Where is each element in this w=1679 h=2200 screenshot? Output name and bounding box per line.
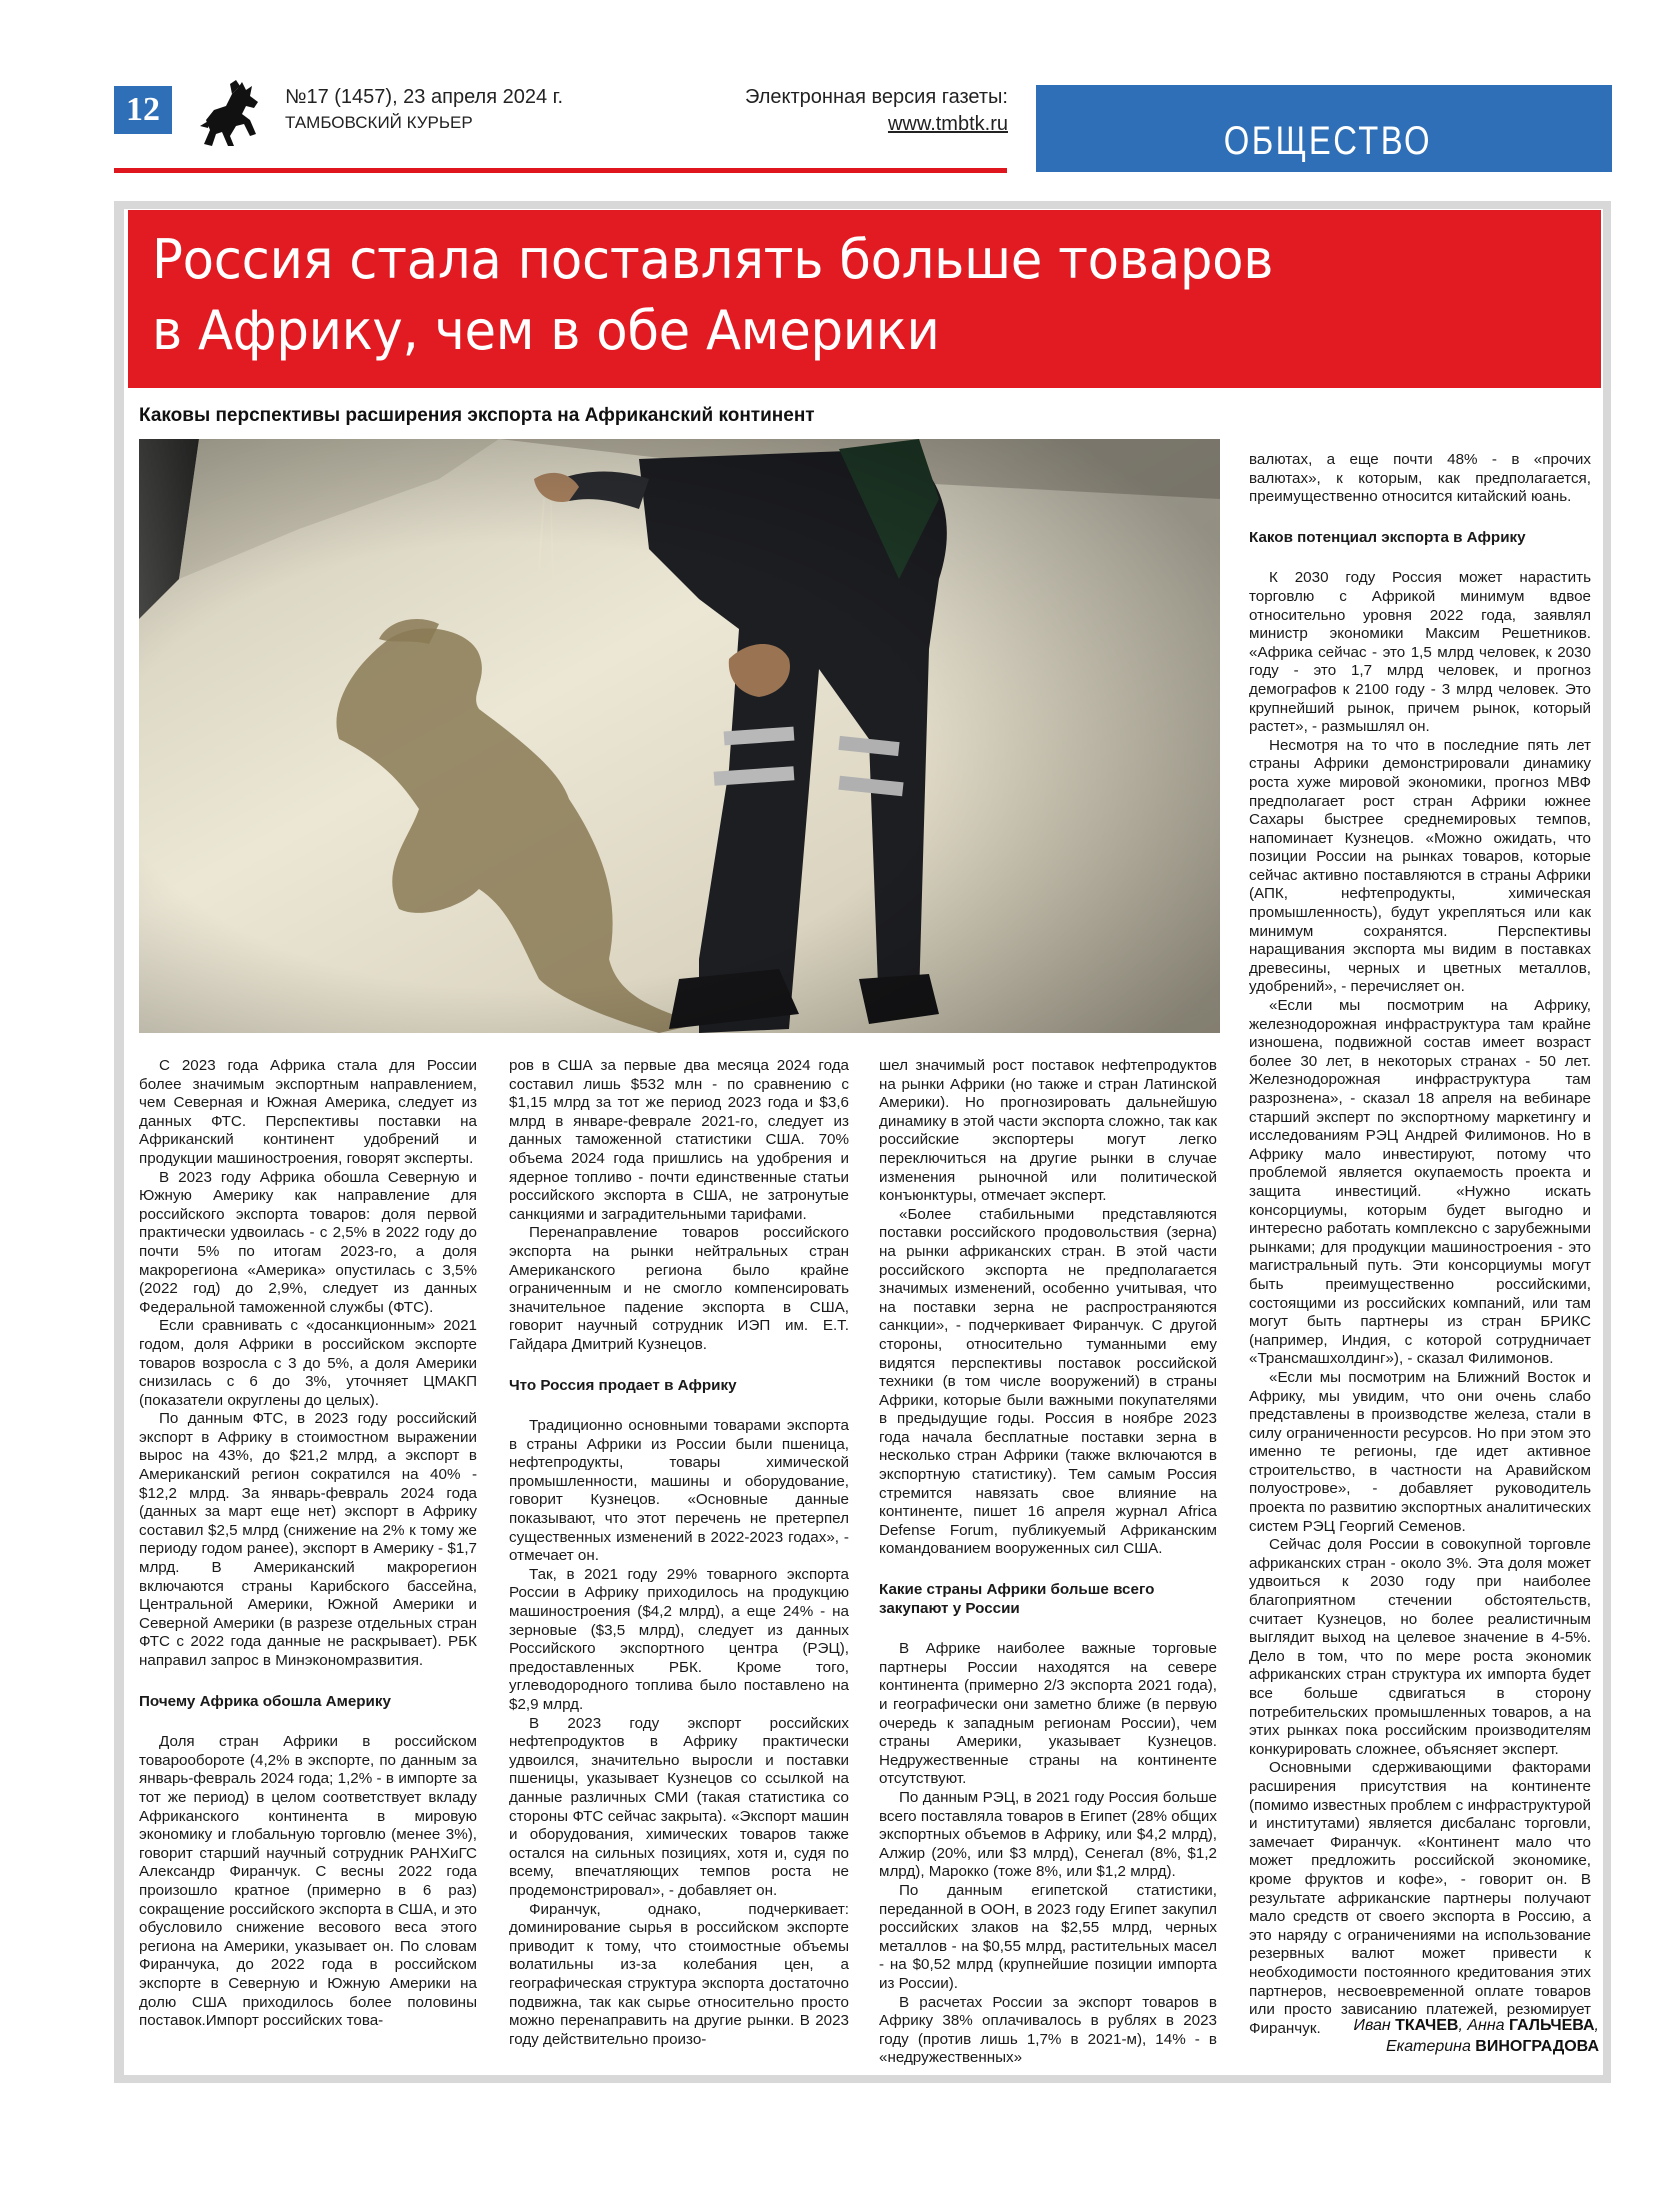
article-column-3 [879, 1057, 1217, 2068]
author-first-name: Екатерина [1386, 2038, 1476, 2055]
issue-number-date: №17 (1457), 23 апреля 2024 г. [285, 86, 564, 108]
rubric-banner [1036, 85, 1612, 172]
paragraph: В 2023 году экспорт российских нефтепродуктов в Африку практически удвоился, значительно выросли и поставки пшеницы, указывает Кузнецов со ссылкой на данные различных СМИ (такая статистика со стороны ФТС сейчас закрыта). «Экспорт машин и оборудования, химических товаров также остался на сильных позициях, хотя и, судя по всему, впечатляющих темпов роста не продемонстрировал», - добавляет он. [509, 1714, 849, 1899]
paragraph: По данным РЭЦ, в 2021 году Россия больше всего поставляла товаров в Египет (28% общих экспортных объемов в Африку, или $4,2 млрд), Алжир (20%, или $3 млрд), Сенегал (8%, $1,2 млрд), Марокко (тоже 8%, или $1,2 млрд). [879, 1788, 1217, 1881]
newspaper-name: ТАМБОВСКИЙ КУРЬЕР [285, 113, 473, 132]
paragraph: Несмотря на то что в последние пять лет страны Африки демонстрировали динамику роста хуже мировой экономики, прогноз МВФ предполагает рост стран Африки южнее Сахары быстрее среднемировых темпов, напоминает Кузнецов. «Можно ожидать, что позиции России на рынках товаров, которые сейчас активно поставляются в страны Африки (АПК, нефтепродукты, химическая промышленность), будут укрепляться или как минимум сохранятся. Перспективы наращивания экспорта мы видим в поставках древесины, черных и цветных металлов, удобрений», - перечисляет он. [1249, 736, 1591, 996]
author-last-name: ГАЛЬЧЕВА [1508, 2017, 1595, 2034]
article-column-2 [509, 1057, 849, 2049]
electronic-version [680, 84, 1008, 138]
page-number: 12 [114, 86, 172, 134]
paragraph: «Более стабильными представляются поставки российского продовольствия (зерна) на рынки африканских стран. В этой части российского экспорта не предполагается значимых изменений, особенно учитывая, что на поставки зерна не распространяются санкции», - подчеркивает Фиранчук. С другой стороны, относительно туманными ему видятся перспективы поставок российской техники (в том числе вооружений) в страны Африки, которые были важными покупателями в предыдущие годы. Россия в ноябре 2023 года начала бесплатные поставки зерна в несколько стран Африки (также включаются в экспортную статистику). Тем самым Россия стремится навязать свое влияние на континенте, пишет 16 апреля журнал Africa Defense Forum, публикуемый Африканским командованием вооруженных сил США. [879, 1205, 1217, 1558]
issue-info [285, 84, 563, 136]
paragraph: К 2030 году Россия может нарастить торговлю с Африкой минимум вдвое относительно уровня 2022 года, заявлял министр экономики Максим Решетников. «Африка сейчас - это 1,5 млрд человек, к 2030 году - это 1,7 млрд человек, и прогноз демографов к 2100 году - 3 млрд человек. Это крупнейший рынок, причем рынок, который растет», - размышлял он. [1249, 569, 1591, 736]
paragraph: Фиранчук, однако, подчеркивает: доминирование сырья в российском экспорте приводит к тому, что стоимостные объемы волатильны из-за колебания цен, а географическая структура экспорта достаточно подвижна, так как сырье относительно просто можно перенаправить на другие рынки. В 2023 году действительно произо- [509, 1900, 849, 2048]
paragraph: шел значимый рост поставок нефтепродуктов на рынки Африки (но также и стран Латинской Америки). Но прогнозировать дальнейшую динамику в этой части экспорта сложно, так как российские экспортеры могут легко переключиться на другие рынки в случае изменения рыночной или политической конъюнктуры, отмечает эксперт. [879, 1057, 1217, 1205]
paragraph: Доля стран Африки в российском товарообороте (4,2% в экспорте, по данным за январь-февраль 2024 года; 1,2% - в импорте за тот же период) в целом соответствует вкладу Африканского континента в мировую экономику и глобальную торговлю (менее 3%), говорит старший научный сотрудник РАНХиГС Александр Фиранчук. С весны 2022 года произошло кратное (примерно в 6 раз) сокращение российского экспорта в США, и это обусловило снижение весового веса этого региона на Америки, указывает он. По словам Фиранчука, до 2022 года в российском экспорте в Северную и Южную Америки на долю США приходилось более половины поставок.Импорт российских това- [139, 1733, 477, 2030]
authors-line-2 [1354, 2036, 1599, 2057]
paragraph: Традиционно основными товарами экспорта в страны Африки из России были пшеница, нефтепродукты, товары химической промышленности, машины и оборудование, говорит Кузнецов. «Основные данные показывают, что этот перечень не претерпел существенных изменений в 2022-2023 годах», - отмечает он. [509, 1417, 849, 1565]
paragraph: Основными сдерживающими факторами расширения присутствия на континенте (помимо известных проблем с инфраструктурой и институтами) является дисбаланс торговли, замечает Фиранчук. «Континент мало что может предложить российской экономике, кроме фруктов и кофе», - говорит он. В результате африканские партнеры получают мало средств от своего экспорта в Россию, а это наряду с ограничениями на использование резервных валют может привести к необходимости постоянного кредитования этих партнеров, несвоевременной оплате товаров или просто зависанию платежей, резюмирует Фиранчук. [1249, 1759, 1591, 2037]
paragraph: «Если мы посмотрим на Ближний Восток и Африку, мы увидим, что они очень слабо представлены в производстве железа, стали в силу ограниченности ресурсов. Но при этом это именно те регионы, где идет активное строительство, в частности на Аравийском полуострове», - добавляет руководитель проекта по развитию экспортных аналитических систем РЭЦ Георгий Семенов. [1249, 1368, 1591, 1535]
paragraph: Перенаправление товаров российского экспорта на рынки нейтральных стран Американского региона было крайне ограниченным и не смогло компенсировать значительное падение экспорта в США, говорит научный сотрудник ИЭП им. Е.Т. Гайдара Дмитрий Кузнецов. [509, 1224, 849, 1353]
subheadline: Каковы перспективы расширения экспорта на Африканский континент [139, 405, 815, 426]
paragraph: В расчетах России за экспорт товаров в Африку 38% оплачивалось в рублях в 2023 году (против лишь 1,7% в 2021-м), 14% - в «недружественных» [879, 1993, 1217, 2067]
paragraph: В 2023 году Африка обошла Северную и Южную Америку как направление для российского экспорта товаров: доля первой практически удвоилась - с 2,5% в 2022 году до почти 5% по итогам 2023-го, а доля макрорегиона «Америка» опустилась с 3,5% (2022 год) до 2,9%, следует из данных Федеральной таможенной службы (ФТС). [139, 1168, 477, 1316]
paragraph: В Африке наиболее важные торговые партнеры России находятся на севере континента (примерно 2/3 экспорта 2021 года), и географически они заметно ближе (в первую очередь к западным регионам России), чем страны Америки, указывает Кузнецов. Недружественные страны на континенте отсутствуют. [879, 1640, 1217, 1788]
website-link[interactable]: www.tmbtk.ru [887, 113, 1008, 135]
article-authors [1354, 2015, 1599, 2057]
headline-banner [128, 210, 1601, 388]
paragraph: Сейчас доля России в совокупной торговле африканских стран - около 3%. Эта доля может удвоиться к 2030 году при наиболее благоприятном стечении обстоятельств, считает Кузнецов, но более реалистичным выглядит выход на целевое значение в 4-5%. Дело в том, что по мере роста экономик африканских стран структура их импорта будет все больше сдвигаться в сторону потребительских промышленных товаров, а на этих рынках пока российским производителям конкурировать сложнее, объясняет эксперт. [1249, 1536, 1591, 1758]
section-heading: Какие страны Африки больше всего закупают у России [879, 1581, 1155, 1617]
paragraph: Если сравнивать с «досанкционным» 2021 годом, доля Африки в российском экспорте товаров возросла с 3 до 5%, а доля Америки снизилась с 6 до 3%, уточняет ЦМАКП (показатели округлены до целых). [139, 1317, 477, 1409]
grain-pile-worker-photo [139, 439, 1220, 1033]
section-heading: Почему Африка обошла Америку [139, 1692, 391, 1710]
paragraph: «Если мы посмотрим на Африку, железнодорожная инфраструктура там крайне изношена, подвижной состав имеет возраст более 30 лет, в некоторых странах - 50 лет. Железнодорожная инфраструктура там разрознена», - сказал 18 апреля на вебинаре старший эксперт по экспортному маркетингу и исследованиям РЭЦ Андрей Филимонов. Но в Африку мало инвестируют, потому что проблемой является окупаемость проекта и защита инвестиций. «Нужно искать консорциумы, которым будет выгодно и интересно работать комплексно с зарубежными рынками; для продукции машиностроения - это магистральный путь. Эти консорциумы могут быть преимущественно российскими, состоящими из российских компаний, или там могут быть партнеры из стран БРИКС (например, Индия, с которой сотрудничает «Трансмашхолдинг»), - сказал Филимонов. [1249, 997, 1591, 1368]
paragraph: валютах, а еще почти 48% - в «прочих валютах», к которым, как предполагается, преимущественно относится китайский юань. [1249, 451, 1591, 506]
section-heading: Каков потенциал экспорта в Африку [1249, 528, 1526, 546]
paragraph: По данным египетской статистики, переданной в ООН, в 2023 году Египет закупил российских злаков на $2,55 млрд, черных металлов - на $0,55 млрд, растительных масел - на $0,52 млрд (крупнейшие позиции импорта из России). [879, 1881, 1217, 1992]
header-divider [114, 168, 1007, 173]
headline: Россия стала поставлять больше товаров в Африку, чем в обе Америки [152, 228, 1274, 362]
horse-rider-logo-icon [196, 80, 268, 150]
paragraph: С 2023 года Африка стала для России более значимым экспортным направлением, чем Северная и Южная Америка, следует из данных ФТС. Перспективы поставки на Африканский континент удобрений и продукции машиностроения, говорят эксперты. [139, 1057, 477, 1167]
author-last-name: ТКАЧЕВ [1395, 2017, 1459, 2034]
electronic-version-label: Электронная версия газеты: [745, 86, 1008, 108]
authors-line-1 [1354, 2015, 1599, 2036]
rubric-title: ОБЩЕСТВО [1223, 119, 1432, 163]
article-column-4 [1249, 451, 1591, 2038]
paragraph: ров в США за первые два месяца 2024 года составил лишь $532 млн - по сравнению с $1,15 млрд за тот же период 2023 года и $3,6 млрд в январе-феврале 2021-го, следует из данных таможенной статистики США. 70% объема 2024 года пришлись на удобрения и ядерное топливо - почти единственные статьи российского экспорта в США, не затронутые санкциями и заградительными тарифами. [509, 1057, 849, 1223]
author-separator: , [1594, 2017, 1599, 2034]
paragraph: Так, в 2021 году 29% товарного экспорта России в Африку приходилось на продукцию машиностроения ($4,2 млрд), а еще 24% - на зерновые ($3,5 млрд), следует из данных Российского экспортного центра (РЭЦ), предоставленных РБК. Кроме того, углеводородного топлива было поставлено на $2,9 млрд. [509, 1565, 849, 1713]
article-column-1 [139, 1057, 477, 2031]
author-separator: , Анна [1458, 2017, 1509, 2034]
author-first-name: Иван [1353, 2017, 1396, 2034]
author-last-name: ВИНОГРАДОВА [1475, 2038, 1599, 2055]
paragraph: По данным ФТС, в 2023 году российский экспорт в Африку в стоимостном выражении вырос на 43%, до $21,2 млрд, а экспорт в Американский регион сократился на 40% - $12,2 млрд. За январь-февраль 2024 года (данных за март еще нет) экспорт в Африку составил $2,5 млрд (снижение на 2% к тому же периоду годом ранее), экспорт в Америку - $1,7 млрд. В Американский макрорегион включаются страны Карибского бассейна, Центральной Америки, Южной Америки и Северной Америки (в разрезе отдельных стран ФТС с 2022 года данные не раскрывает). РБК направил запрос в Минэкономразвития. [139, 1410, 477, 1669]
section-heading: Что Россия продает в Африку [509, 1376, 737, 1394]
